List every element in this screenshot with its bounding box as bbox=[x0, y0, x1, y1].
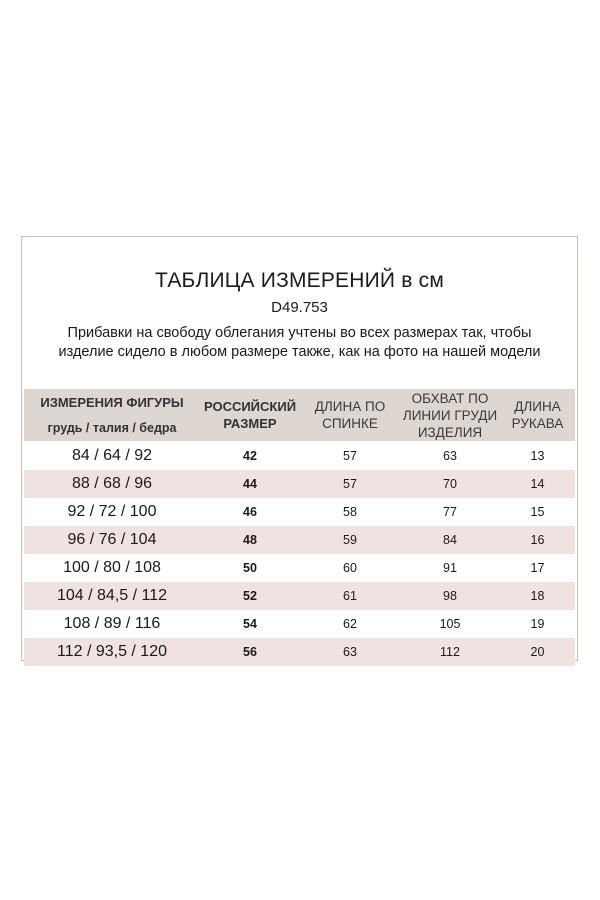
cell-chest-girth: 70 bbox=[443, 477, 457, 491]
cell-chest-girth: 112 bbox=[440, 645, 460, 659]
table-row bbox=[24, 526, 575, 554]
table-row bbox=[24, 638, 575, 666]
header-back-length-line-1: ДЛИНА ПО bbox=[314, 399, 386, 414]
cell-sleeve-length: 13 bbox=[530, 449, 545, 463]
cell-russian-size: 42 bbox=[243, 449, 257, 463]
fit-note bbox=[22, 324, 577, 362]
cell-russian-size: 52 bbox=[243, 589, 257, 603]
cell-back-length: 57 bbox=[343, 477, 357, 491]
cell-body-measurements: 112 / 93,5 / 120 bbox=[56, 643, 167, 660]
cell-chest-girth: 63 bbox=[443, 449, 457, 463]
table-row bbox=[24, 442, 575, 470]
table-row bbox=[24, 554, 575, 582]
cell-body-measurements: 88 / 68 / 96 bbox=[71, 475, 153, 492]
cell-sleeve-length: 18 bbox=[530, 589, 545, 603]
cell-body-measurements: 96 / 76 / 104 bbox=[67, 531, 157, 548]
cell-body-measurements: 108 / 89 / 116 bbox=[63, 615, 161, 632]
table-header bbox=[24, 389, 575, 441]
cell-back-length: 62 bbox=[343, 617, 357, 631]
cell-sleeve-length: 15 bbox=[530, 505, 545, 519]
cell-back-length: 59 bbox=[343, 533, 357, 547]
cell-back-length: 58 bbox=[343, 505, 357, 519]
header-chest-girth-line-2: ЛИНИИ ГРУДИ bbox=[402, 407, 498, 423]
cell-russian-size: 46 bbox=[243, 505, 257, 519]
header-russian-size-line-2: РАЗМЕР bbox=[223, 416, 277, 431]
fit-note-line-1: Прибавки на свободу облегания учтены во всех размерах так, чтобы bbox=[67, 325, 532, 341]
header-russian-size-line-1: РОССИЙСКИЙ bbox=[203, 399, 297, 414]
cell-body-measurements: 92 / 72 / 100 bbox=[67, 503, 157, 520]
cell-russian-size: 56 bbox=[243, 645, 257, 659]
table-row bbox=[24, 610, 575, 638]
header-russian-size bbox=[200, 389, 300, 441]
cell-back-length: 57 bbox=[343, 449, 357, 463]
header-body-measurements-title: ИЗМЕРЕНИЯ ФИГУРЫ bbox=[40, 394, 184, 410]
table-row bbox=[24, 582, 575, 610]
cell-back-length: 63 bbox=[343, 645, 357, 659]
product-code: D49.753 bbox=[271, 299, 328, 316]
header-back-length bbox=[300, 389, 400, 441]
header-sleeve-length bbox=[500, 389, 575, 441]
cell-chest-girth: 105 bbox=[439, 617, 461, 631]
header-sleeve-length-line-2: РУКАВА bbox=[511, 416, 564, 431]
cell-russian-size: 44 bbox=[243, 477, 257, 491]
cell-sleeve-length: 17 bbox=[530, 561, 545, 575]
page-title: ТАБЛИЦА ИЗМЕРЕНИЙ в см bbox=[155, 269, 444, 292]
header-chest-girth-line-3: ИЗДЕЛИЯ bbox=[417, 424, 483, 440]
cell-sleeve-length: 19 bbox=[530, 617, 545, 631]
cell-back-length: 61 bbox=[343, 589, 357, 603]
header-back-length-line-2: СПИНКЕ bbox=[322, 416, 378, 431]
header-body-measurements-sub: грудь / талия / бедра bbox=[47, 420, 177, 435]
cell-chest-girth: 77 bbox=[443, 505, 457, 519]
cell-back-length: 60 bbox=[343, 561, 357, 575]
cell-sleeve-length: 14 bbox=[530, 477, 545, 491]
cell-russian-size: 50 bbox=[243, 561, 257, 575]
fit-note-line-2: изделие сидело в любом размере также, как на фото на нашей модели bbox=[58, 344, 541, 360]
size-chart-frame bbox=[21, 236, 578, 661]
cell-russian-size: 48 bbox=[243, 533, 257, 547]
cell-body-measurements: 104 / 84,5 / 112 bbox=[56, 587, 167, 604]
cell-chest-girth: 84 bbox=[443, 533, 457, 547]
header-body-measurements bbox=[24, 389, 200, 441]
table-body bbox=[24, 442, 575, 666]
cell-russian-size: 54 bbox=[243, 617, 257, 631]
table-row bbox=[24, 470, 575, 498]
cell-sleeve-length: 20 bbox=[530, 645, 545, 659]
cell-body-measurements: 84 / 64 / 92 bbox=[71, 447, 153, 464]
cell-body-measurements: 100 / 80 / 108 bbox=[63, 559, 161, 576]
cell-chest-girth: 98 bbox=[443, 589, 457, 603]
header-chest-girth bbox=[400, 389, 500, 441]
table-row bbox=[24, 498, 575, 526]
cell-chest-girth: 91 bbox=[443, 561, 457, 575]
header-sleeve-length-line-1: ДЛИНА bbox=[514, 399, 561, 414]
header-chest-girth-line-1: ОБХВАТ ПО bbox=[411, 390, 489, 406]
cell-sleeve-length: 16 bbox=[530, 533, 545, 547]
